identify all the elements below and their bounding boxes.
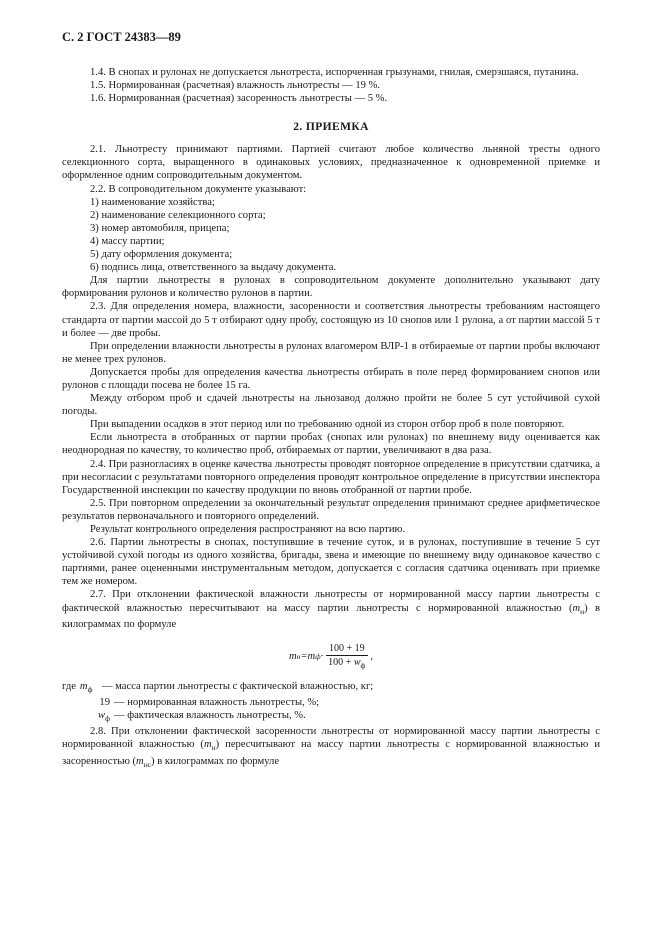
section-title: 2. ПРИЕМКА xyxy=(293,121,369,134)
list-item: 2) наименование селекционного сорта; xyxy=(90,209,266,221)
clause-2-5-control: Результат контрольного определения распространяют на всю партию. xyxy=(90,524,406,535)
clause-2-3-vlr: При определении влажности льнотресты в рулонах влагомером ВЛР-1 в отбираемые от партии пробы включают не менее трех рулонов. xyxy=(62,340,600,365)
definition-row: 19 — нормированная влажность льнотресты, %; xyxy=(99,697,320,709)
clause-2-2: 2.2. В сопроводительном документе указывают: xyxy=(90,183,307,195)
clause-2-3-rain: При выпадении осадков в этот период или по требованию одной из сторон отбор проб в поле повторяют. xyxy=(90,419,565,431)
clause-2-7: 2.7. При отклонении фактической влажности льнотресты от нормированной массу партии льнотресты с фактической влажностью пересчитывают на массу партии льнотресты с нормированной влажностью $(m_н)$ в килограммах по формуле xyxy=(62,589,600,630)
list-item: 4) массу партии; xyxy=(90,235,165,247)
clause-2-1: 2.1. Льнотресту принимают партиями. Партией считают любое количество льняной тресты одного селекционного сорта, выращенного в одинаковых условиях, предназначенное к одновременной приемке и оформленное одним сопроводительным документом. xyxy=(62,144,600,182)
clause-1-6: 1.6. Нормированная (расчетная) засоренность льнотресты — 5 %. xyxy=(90,93,388,105)
clause-2-2-rolls: Для партии льнотресты в рулонах в сопроводительном документе дополнительно указывают дату формирования рулонов и количество рулонов в партии. xyxy=(62,275,600,300)
clause-2-8: 2.8. При отклонении фактической засоренности льнотресты от нормированной массу партии льнотресты с нормированной влажностью $(m_н)$ пересчитывают на массу партии льнотресты с нормированной влажностью и засоренностью $(m_{нс})$ в килограммах по формуле xyxy=(62,726,600,769)
clause-2-3: 2.3. Для определения номера, влажности, засоренности и соответствия льнотресты требованиям настоящего стандарта от партии массой до 5 т отбирают одну пробу, состоящую из 10 снопов или 1 рулона, а от партии массой 5 т и более — две пробы. xyxy=(62,301,600,339)
list-item: 5) дату оформления документа; xyxy=(90,249,233,261)
list-item: 3) номер автомобиля, прицепа; xyxy=(90,222,230,234)
document-page xyxy=(62,30,600,771)
clause-2-6: 2.6. Партии льнотресты в снопах, поступившие в течение суток, и в рулонах, поступившие в течение 5 сут устойчивой сухой погоды из одного хозяйства, бригады, звена и имеющие по внешнему виду одинаковое качество с партиями, ранее оцененными инструментальным методом, допускается с согласия сдатчика оценивать при приемке тем же номером. xyxy=(62,537,600,588)
definition-row: где $m_ф$ — масса партии льнотресты с фактической влажностью, кг; xyxy=(62,680,374,694)
clause-2-4: 2.4. При разногласиях в оценке качества льнотресты проводят повторное определение в присутствии сдатчика, а при несогласии с результатами повторного определения проводят контрольное определение в присутствии инспектора Государственной инспекции по качеству продукции по вновь отобранной от партии пробе. xyxy=(62,458,600,496)
clause-2-3-weather: Между отбором проб и сдачей льнотресты на льнозавод должно пройти не более 5 сут устойчивой сухой погоды. xyxy=(62,393,600,418)
formula-fraction: $\frac{100 + 19}{100 + w_ф}$ xyxy=(325,643,368,670)
moisture-formula: m н = m ф · $\frac{100 + 19}{100 + w_ф}$ , xyxy=(288,642,374,670)
list-item: 6) подпись лица, ответственного за выдачу документа. xyxy=(90,262,337,274)
clause-2-3-double: Если льнотреста в отобранных от партии пробах (снопах или рулонах) по внешнему виду оценивается как неоднородная по качеству, то количество проб, отбираемых от партии, увеличивают в два раза. xyxy=(62,432,600,457)
clause-2-5: 2.5. При повторном определении за окончательный результат определения принимают среднее арифметическое результатов первоначального и повторного определений. xyxy=(62,497,600,522)
page-header: С. 2 ГОСТ 24383—89 xyxy=(62,30,181,44)
list-item: 1) наименование хозяйства; xyxy=(90,196,215,208)
definition-row: $w_ф$ — фактическая влажность льнотресты, %. xyxy=(98,710,306,724)
clause-1-5: 1.5. Нормированная (расчетная) влажность льнотресты — 19 %. xyxy=(90,80,381,92)
clause-1-4: 1.4. В снопах и рулонах не допускается льнотреста, испорченная грызунами, гнилая, смерзшаяся, путанина. xyxy=(90,67,579,78)
clause-2-3-field: Допускается пробы для определения качества льнотресты отбирать в поле перед формированием снопов или рулонов с площади посева не более 15 га. xyxy=(62,366,600,391)
